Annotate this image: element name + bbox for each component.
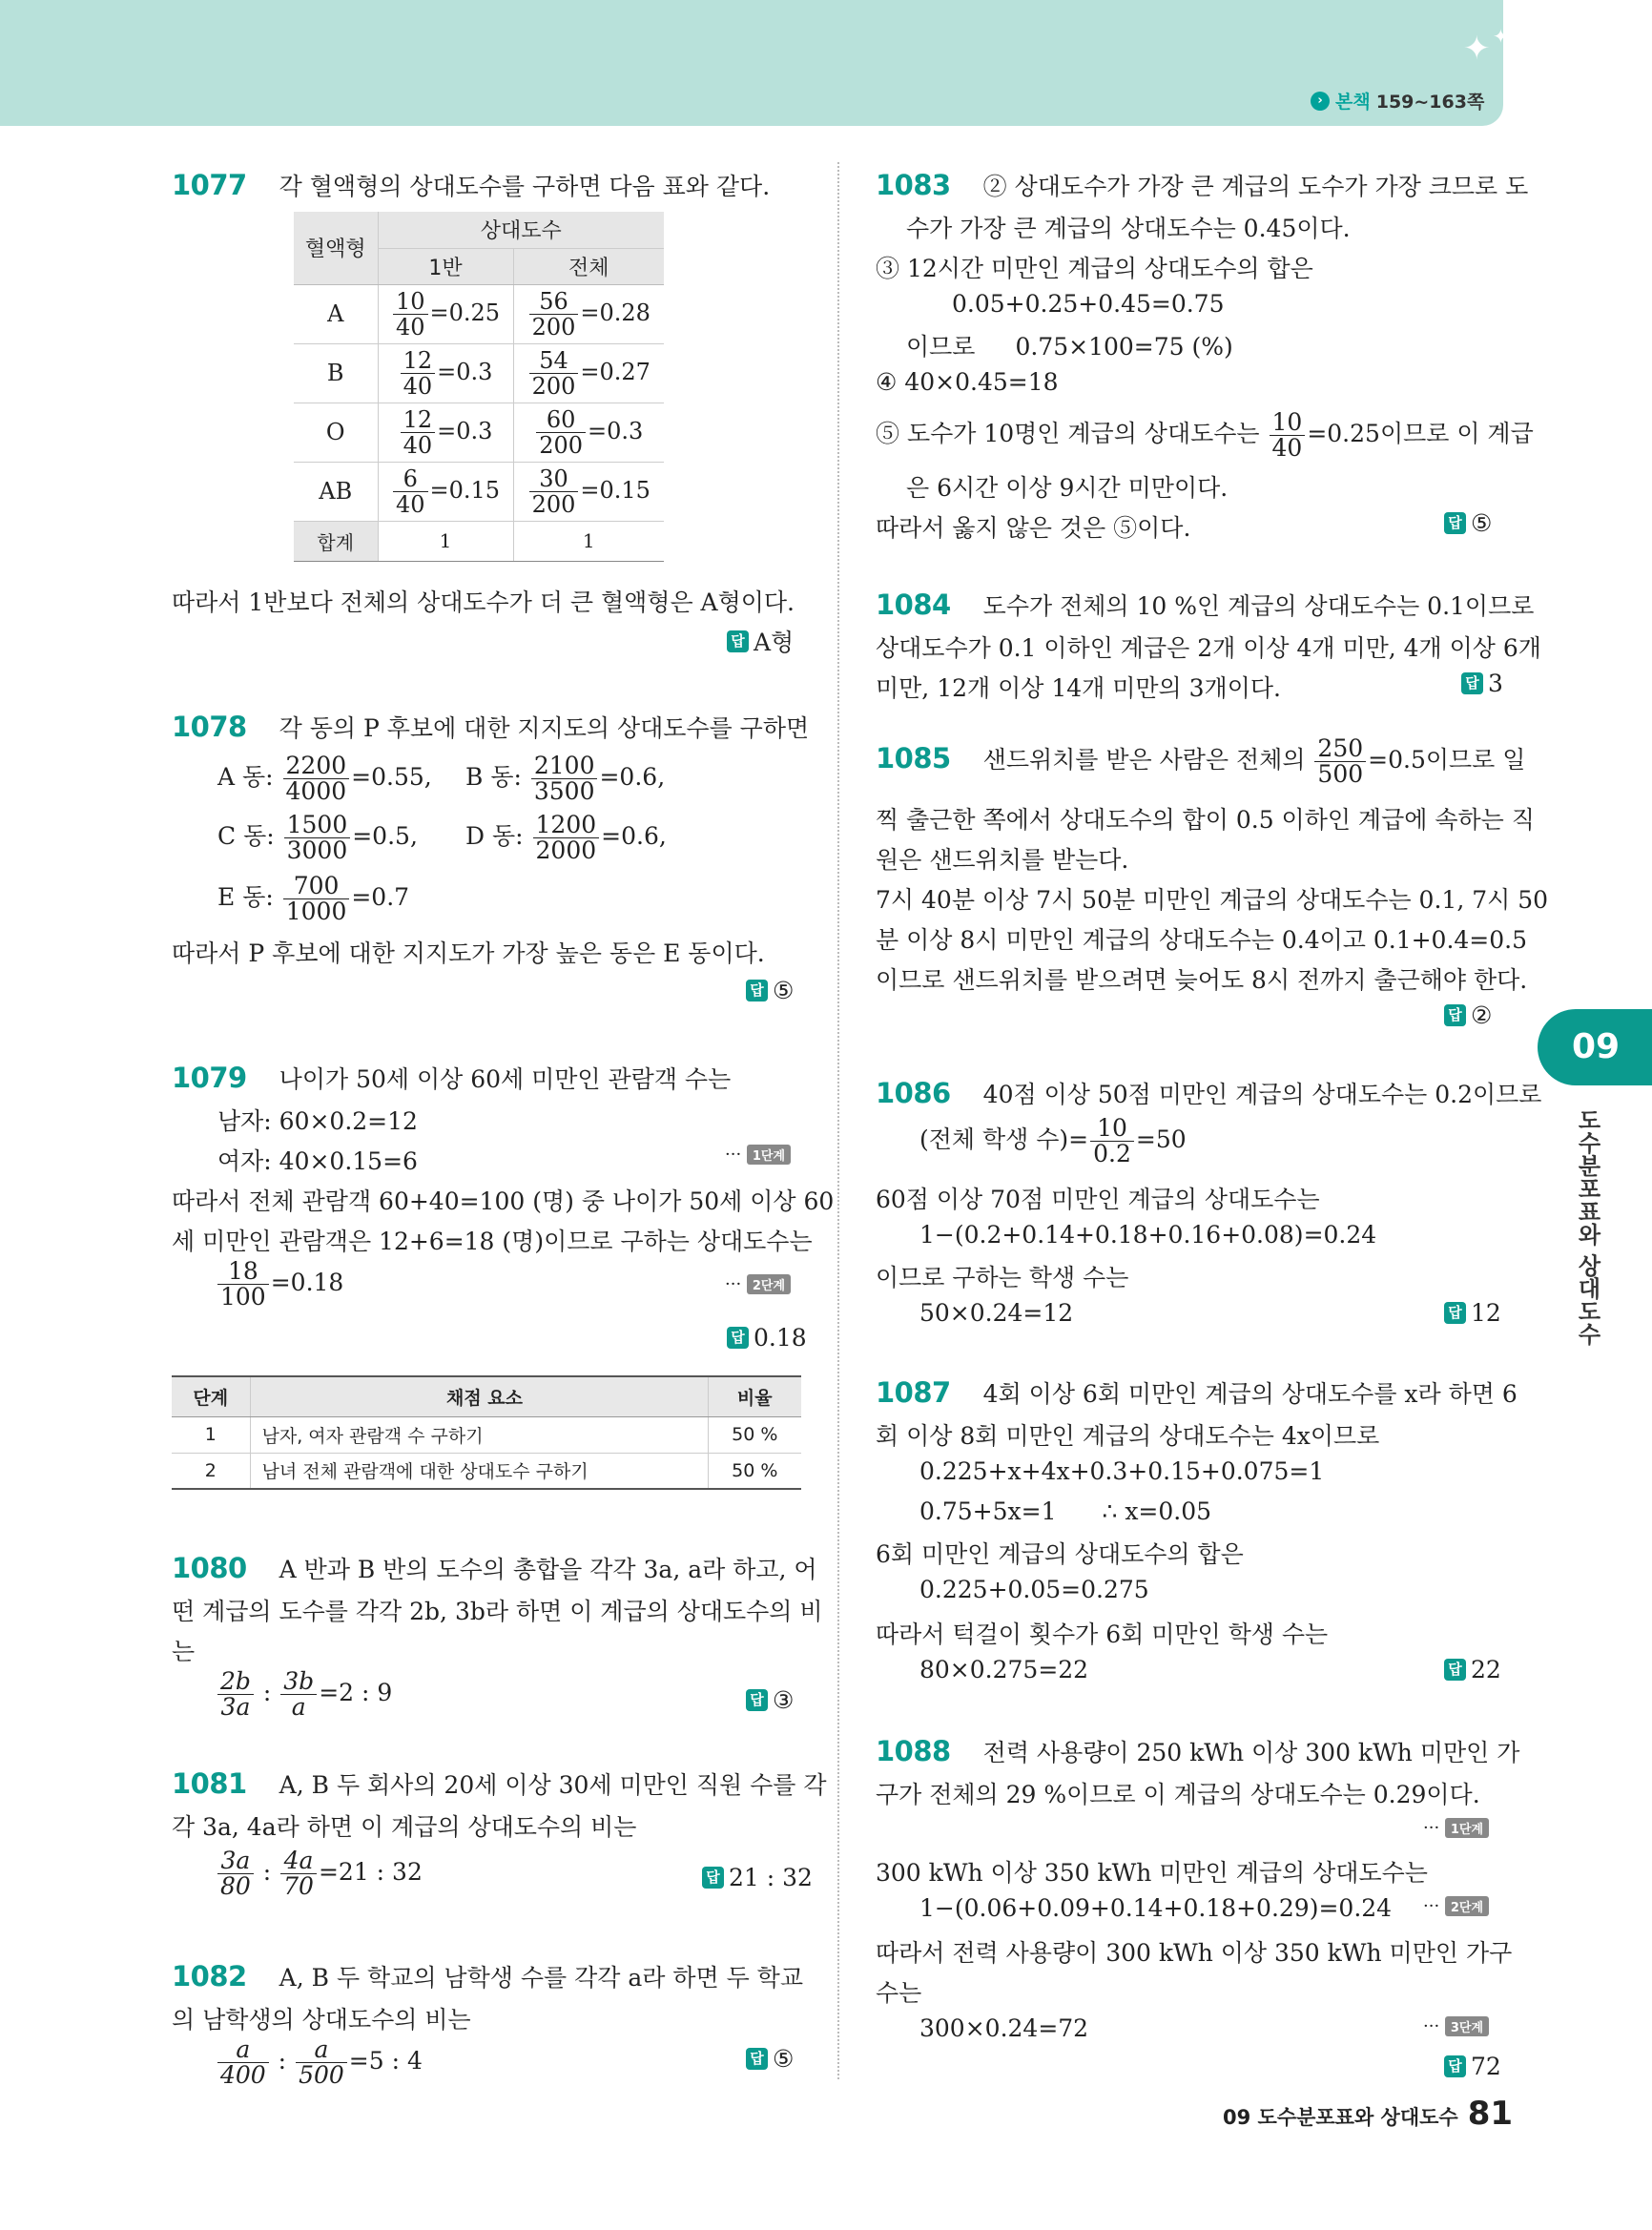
problem-number: 1080 (172, 1552, 247, 1584)
numerator: 18 (217, 1259, 269, 1285)
table-row (172, 1416, 801, 1453)
text-line: 7시 40분 이상 7시 50분 미만인 계급의 상대도수는 0.1, 7시 50 (876, 886, 1549, 914)
text: 도수가 전체의 10 %인 계급의 상대도수는 0.1이므로 (982, 592, 1535, 620)
conclusion-text: 따라서 P 후보에 대한 지지도가 가장 높은 동은 E 동이다. (172, 939, 765, 967)
denominator: 500 (299, 2061, 344, 2089)
answer-1078 (746, 977, 794, 1004)
denominator: 80 (220, 1872, 251, 1900)
numerator: 10 (1090, 1116, 1134, 1142)
answer-value: 22 (1471, 1656, 1501, 1683)
problem-1086-intro (876, 1076, 1541, 1110)
text: A, B 두 학교의 남학생 수를 각각 a라 하면 두 학교 (279, 1964, 803, 1992)
text: 4회 이상 6회 미만인 계급의 상대도수를 x라 하면 6 (982, 1380, 1518, 1408)
text-line: 이므로 샌드위치를 받으려면 늦어도 8시 전까지 출근해야 한다. (876, 966, 1528, 994)
female-count: 여자: 40×0.15=6 (217, 1147, 418, 1175)
ref-pages: 159~163쪽 (1375, 92, 1485, 113)
text-line: 수는 (876, 1979, 922, 2007)
sparkle-icon: ✦ (1463, 30, 1491, 68)
problem-1080-intro (172, 1551, 817, 1585)
equation: 0.05+0.25+0.45=0.75 (952, 290, 1225, 318)
denominator: 40 (395, 490, 425, 518)
problem-1082-intro (172, 1959, 803, 1993)
cell-ratio: 50 % (708, 1416, 801, 1453)
answer-value: 3 (1488, 670, 1503, 697)
table-row (172, 1453, 801, 1489)
equation (919, 1497, 1211, 1525)
value: =5 : 4 (348, 2047, 423, 2075)
problem-number: 1083 (876, 169, 951, 201)
text: 각 동의 P 후보에 대한 지지도의 상대도수를 구하면 (279, 714, 810, 742)
denominator: 500 (1317, 760, 1364, 788)
text-line: 따라서 전력 사용량이 300 kWh 이상 350 kWh 미만인 가구 (876, 1939, 1513, 1967)
equation: 0.75×100=75 (%) (1015, 333, 1233, 361)
text-line: 구가 전체의 29 %이므로 이 계급의 상대도수는 0.29이다. (876, 1781, 1480, 1808)
problem-1084-intro (876, 588, 1534, 622)
text-line: 상대도수가 0.1 이하인 계급은 2개 이상 4개 미만, 4개 이상 6개 (876, 634, 1541, 662)
header-type: 혈액형 (294, 212, 378, 284)
equation-part: ∴ x=0.05 (1102, 1497, 1212, 1525)
numerator: a (296, 2037, 347, 2063)
step-marker-1: ··· 1단계 (725, 1145, 791, 1165)
colon: : (262, 1679, 272, 1706)
equation-part: 0.75+5x=1 (919, 1497, 1057, 1525)
problem-number: 1084 (876, 588, 951, 621)
text-line: 원은 샌드위치를 받는다. (876, 846, 1129, 874)
label: E 동: (217, 883, 274, 911)
header-step: 단계 (172, 1376, 250, 1416)
cell-type: AB (294, 462, 378, 521)
answer-value: ② (1471, 1001, 1493, 1029)
chapter-title-vertical: 도수분포표와 상대도수 (1574, 1108, 1600, 1346)
text: =0.5이므로 일 (1368, 746, 1526, 774)
value: =0.7 (351, 883, 410, 911)
answer-value: 72 (1471, 2053, 1501, 2080)
text-line: 찍 출근한 쪽에서 상대도수의 합이 0.5 이하인 계급에 속하는 직 (876, 806, 1535, 834)
table-row (294, 403, 664, 462)
cell-item: 남녀 전체 관람객에 대한 상대도수 구하기 (250, 1453, 708, 1489)
label: C 동: (217, 822, 275, 850)
table-row (294, 462, 664, 521)
equation: 0.225+0.05=0.275 (919, 1576, 1149, 1603)
table-sum-row (294, 521, 664, 561)
value: =0.25 (429, 299, 501, 326)
denominator: 200 (531, 490, 576, 518)
answer-value: ⑤ (1471, 509, 1493, 537)
denominator: 200 (539, 431, 584, 459)
text: 각 혈액형의 상대도수를 구하면 다음 표와 같다. (279, 173, 771, 200)
ratio-a (217, 754, 432, 804)
answer-icon: 답 (702, 1867, 724, 1889)
problem-1081-intro (172, 1766, 827, 1801)
equation: 80×0.275=22 (919, 1656, 1089, 1683)
label: A 동: (217, 763, 274, 791)
cell-step: 1 (172, 1416, 250, 1453)
text-line (906, 328, 1233, 362)
text: 이므로 (906, 333, 976, 361)
equation: 50×0.24=12 (919, 1299, 1074, 1327)
answer-icon: 답 (1444, 1659, 1466, 1681)
text-line: 각 3a, 4a라 하면 이 계급의 상대도수의 비는 (172, 1813, 637, 1841)
answer-1088 (1444, 2053, 1501, 2080)
numerator: 250 (1314, 736, 1366, 762)
answer-1083 (1444, 509, 1492, 537)
denominator: 40 (395, 313, 425, 341)
text-line: 미만, 12개 이상 14개 미만의 3개이다. (876, 674, 1281, 702)
table-row (294, 343, 664, 403)
denominator: 400 (220, 2061, 266, 2089)
cell-step: 2 (172, 1453, 250, 1489)
ratio-e (217, 874, 409, 924)
step-badge: 2단계 (747, 1274, 791, 1294)
text-line: ③ 12시간 미만인 계급의 상대도수의 합은 (876, 255, 1313, 282)
ratio-d (465, 813, 667, 863)
cell-item: 남자, 여자 관람객 수 구하기 (250, 1416, 708, 1453)
numerator: 4a (280, 1848, 317, 1874)
chapter-tab: 09 (1538, 1009, 1652, 1085)
numerator: a (217, 2037, 269, 2063)
text-line: 는 (172, 1638, 196, 1665)
table-row (294, 284, 664, 343)
denominator: 3500 (533, 777, 595, 805)
value: =0.18 (270, 1269, 344, 1296)
blood-type-table (294, 212, 664, 562)
text-line: ④ 40×0.45=18 (876, 368, 1059, 396)
answer-1077 (727, 624, 794, 658)
header-ratio: 비율 (708, 1376, 801, 1416)
sum-value: 1 (378, 521, 513, 561)
answer-value: ⑤ (773, 2045, 795, 2073)
text-line: 분 이상 8시 미만인 계급의 상대도수는 0.4이고 0.1+0.4=0.5 (876, 926, 1528, 954)
problem-1083-intro (876, 168, 1528, 202)
step-badge: 3단계 (1445, 2016, 1489, 2036)
answer-value: ⑤ (773, 977, 795, 1004)
header-class: 1반 (378, 248, 513, 284)
step-badge: 2단계 (1445, 1896, 1489, 1916)
problem-number: 1081 (172, 1767, 247, 1800)
answer-icon: 답 (746, 2048, 768, 2070)
label: D 동: (465, 822, 524, 850)
problem-number: 1088 (876, 1735, 951, 1767)
header-total: 전체 (513, 248, 664, 284)
text: 샌드위치를 받은 사람은 전체의 (982, 746, 1306, 774)
denominator: 70 (283, 1872, 314, 1900)
step-marker-3: ··· 3단계 (1423, 2016, 1489, 2036)
text: 나이가 50세 이상 60세 미만인 관람객 수는 (279, 1065, 732, 1093)
value: =21 : 32 (318, 1858, 423, 1886)
text: 전력 사용량이 250 kWh 이상 300 kWh 미만인 가 (982, 1739, 1520, 1766)
value: =0.28 (580, 299, 650, 326)
denominator: 0.2 (1093, 1140, 1131, 1167)
equation: 1−(0.06+0.09+0.14+0.18+0.29)=0.24 (919, 1894, 1393, 1922)
text-line: 300 kWh 이상 350 kWh 미만인 계급의 상대도수는 (876, 1859, 1428, 1887)
text-line: 떤 계급의 도수를 각각 2b, 3b라 하면 이 계급의 상대도수의 비 (172, 1598, 823, 1625)
answer-1085 (1444, 1001, 1492, 1029)
text: ② 상대도수가 가장 큰 계급의 도수가 가장 크므로 도 (982, 173, 1529, 200)
ref-book: 본책 (1335, 92, 1371, 113)
numerator: 1200 (533, 813, 600, 838)
sparkle-small-icon: ✦ (1493, 25, 1509, 48)
numerator: 10 (1270, 410, 1306, 436)
text-line: 따라서 전체 관람객 60+40=100 (명) 중 나이가 50세 이상 60 (172, 1187, 835, 1215)
answer-1080 (746, 1686, 794, 1714)
numerator: 3b (280, 1669, 317, 1695)
answer-icon: 답 (1461, 672, 1483, 694)
answer-1086 (1444, 1299, 1501, 1327)
ratio-c (217, 813, 418, 863)
column-divider (837, 162, 839, 2079)
value: =0.55, (351, 763, 432, 791)
text: 40점 이상 50점 미만인 계급의 상대도수는 0.2이므로 (982, 1081, 1542, 1108)
text: A, B 두 회사의 20세 이상 30세 미만인 직원 수를 각 (279, 1771, 827, 1799)
answer-value: 12 (1471, 1299, 1501, 1327)
denominator: 1000 (285, 898, 347, 925)
numerator: 3a (217, 1848, 254, 1874)
denominator: 40 (1271, 434, 1303, 462)
numerator: 1500 (284, 813, 351, 838)
text-line: 6회 미만인 계급의 상대도수의 합은 (876, 1540, 1244, 1568)
denominator: 40 (403, 431, 433, 459)
problem-1078-intro (172, 710, 809, 744)
answer-value: A형 (754, 629, 795, 656)
ratio-b (465, 754, 665, 804)
text-line (876, 410, 1534, 461)
sum-value: 1 (513, 521, 664, 561)
step-marker-2: ··· 2단계 (725, 1274, 791, 1294)
answer-icon: 답 (746, 980, 768, 1001)
numerator: 700 (283, 874, 350, 899)
problem-1079-intro (172, 1061, 731, 1095)
value: =0.6, (599, 763, 666, 791)
value: =0.27 (580, 358, 650, 385)
problem-number: 1078 (172, 711, 247, 743)
footer-chapter-title: 09 도수분포표와 상대도수 (1223, 2106, 1458, 2129)
answer-value: 0.18 (754, 1324, 807, 1352)
cell-ratio: 50 % (708, 1453, 801, 1489)
numerator: 54 (529, 348, 579, 374)
numerator: 60 (536, 407, 586, 433)
cell-type: A (294, 284, 378, 343)
problem-1087-intro (876, 1375, 1518, 1410)
answer-icon: 답 (1444, 512, 1466, 534)
colon: : (262, 1858, 272, 1886)
text-line: 따라서 옳지 않은 것은 ⑤이다. (876, 514, 1191, 542)
text-line: 의 남학생의 상대도수의 비는 (172, 2006, 471, 2034)
problem-number: 1082 (172, 1960, 247, 1993)
numerator: 10 (393, 289, 428, 315)
numerator: 12 (401, 348, 436, 374)
denominator: 3a (220, 1693, 251, 1721)
ratio-expression (216, 2037, 423, 2088)
problem-1077-intro (172, 168, 770, 202)
text-line: 따라서 턱걸이 횟수가 6회 미만인 학생 수는 (876, 1621, 1329, 1648)
conclusion-text: 따라서 1반보다 전체의 상대도수가 더 큰 혈액형은 A형이다. (172, 588, 795, 616)
step-marker-1: ··· 1단계 (1423, 1818, 1489, 1838)
value: =0.3 (588, 417, 644, 444)
text-line: 60점 이상 70점 미만인 계급의 상대도수는 (876, 1186, 1320, 1213)
text-line: 수가 가장 큰 계급의 상대도수는 0.45이다. (906, 215, 1351, 242)
denominator: 200 (531, 372, 576, 400)
step-marker-2: ··· 2단계 (1423, 1896, 1489, 1916)
numerator: 56 (529, 289, 579, 315)
value: =0.3 (437, 358, 493, 385)
text: A 반과 B 반의 도수의 총합을 각각 3a, a라 하고, 어 (279, 1556, 817, 1583)
page-footer (1223, 2095, 1513, 2133)
value: =0.5, (352, 822, 418, 850)
equation: 300×0.24=72 (919, 2014, 1089, 2042)
denominator: 2000 (535, 836, 597, 864)
answer-icon: 답 (746, 1689, 768, 1711)
value: =0.15 (429, 476, 501, 504)
answer-1082 (746, 2045, 794, 2073)
label: B 동: (465, 763, 522, 791)
problem-1088-intro (876, 1734, 1519, 1768)
value: =0.6, (601, 822, 667, 850)
header-banner (0, 0, 1503, 126)
denominator: 40 (403, 372, 433, 400)
numerator: 2b (217, 1669, 254, 1695)
step-badge: 1단계 (747, 1145, 791, 1165)
numerator: 6 (393, 466, 428, 492)
answer-icon: 답 (1444, 1302, 1466, 1324)
text-line: 회 이상 8회 미만인 계급의 상대도수는 4x이므로 (876, 1422, 1380, 1450)
header-relative: 상대도수 (378, 212, 664, 248)
colon: : (278, 2047, 287, 2075)
answer-1084 (1461, 670, 1503, 697)
problem-number: 1077 (172, 169, 247, 201)
value: =0.3 (437, 417, 493, 444)
text-line: 은 6시간 이상 9시간 미만이다. (906, 474, 1229, 502)
text-line: 세 미만인 관람객은 12+6=18 (명)이므로 구하는 상대도수는 (172, 1228, 813, 1255)
denominator: 100 (220, 1283, 266, 1311)
equation: 0.225+x+4x+0.3+0.15+0.075=1 (919, 1457, 1325, 1485)
answer-icon: 답 (727, 630, 749, 652)
text: ⑤ 도수가 10명인 계급의 상대도수는 (876, 420, 1260, 447)
answer-1087 (1444, 1656, 1501, 1683)
text: =0.25이므로 이 계급 (1307, 420, 1534, 447)
answer-1079 (727, 1324, 807, 1352)
answer-value: ③ (773, 1686, 795, 1714)
problem-number: 1087 (876, 1376, 951, 1409)
answer-icon: 답 (1444, 2055, 1466, 2077)
denominator: a (291, 1693, 306, 1721)
page-number: 81 (1467, 2095, 1514, 2133)
answer-icon: 답 (1444, 1004, 1466, 1026)
text: (전체 학생 수)= (919, 1125, 1089, 1153)
ratio-expression (216, 1848, 423, 1899)
denominator: 3000 (286, 836, 348, 864)
text-line: 이므로 구하는 학생 수는 (876, 1264, 1129, 1291)
equation (919, 1116, 1187, 1167)
ratio-expression (216, 1669, 392, 1720)
value: =0.15 (580, 476, 650, 504)
fraction-result (216, 1259, 343, 1310)
denominator: 200 (531, 313, 576, 341)
sum-label: 합계 (294, 521, 378, 561)
arrow-right-icon: › (1311, 92, 1330, 111)
problem-1085-intro (876, 736, 1525, 787)
header-item: 채점 요소 (250, 1376, 708, 1416)
step-badge: 1단계 (1445, 1818, 1489, 1838)
denominator: 4000 (285, 777, 347, 805)
cell-type: O (294, 403, 378, 462)
answer-1081 (702, 1864, 813, 1891)
problem-number: 1085 (876, 742, 951, 774)
numerator: 2200 (283, 754, 350, 779)
numerator: 2100 (531, 754, 598, 779)
textbook-reference (1311, 88, 1484, 114)
value: =2 : 9 (319, 1679, 393, 1706)
answer-value: 21 : 32 (729, 1864, 813, 1891)
cell-type: B (294, 343, 378, 403)
numerator: 30 (529, 466, 579, 492)
equation: 1−(0.2+0.14+0.18+0.16+0.08)=0.24 (919, 1221, 1377, 1249)
problem-number: 1079 (172, 1062, 247, 1094)
text: =50 (1135, 1125, 1187, 1153)
problem-number: 1086 (876, 1077, 951, 1109)
numerator: 12 (401, 407, 436, 433)
male-count: 남자: 60×0.2=12 (217, 1107, 418, 1135)
grading-table (172, 1375, 801, 1490)
answer-icon: 답 (727, 1327, 749, 1349)
